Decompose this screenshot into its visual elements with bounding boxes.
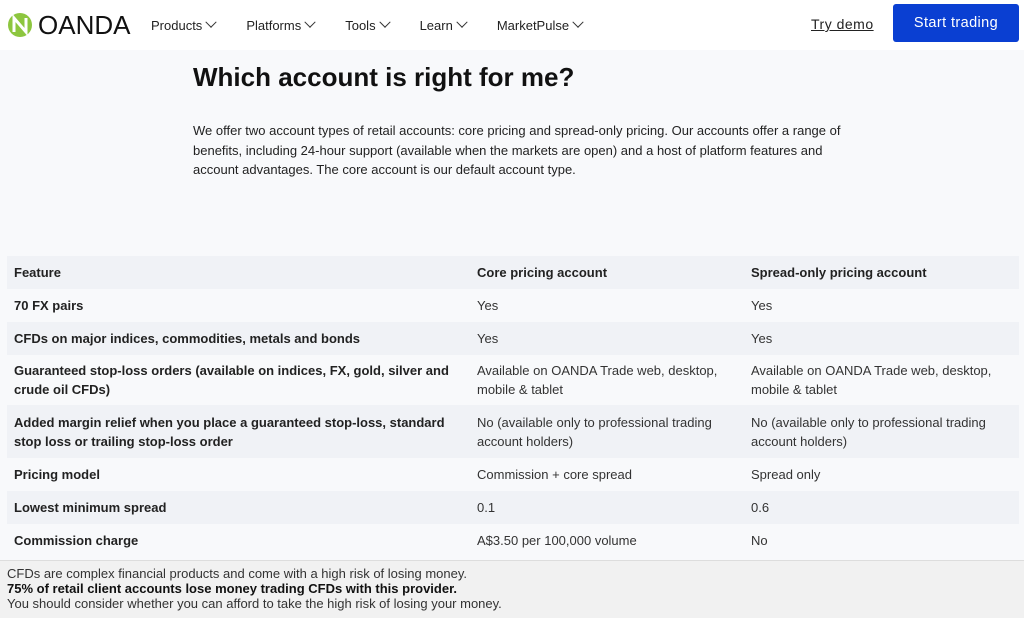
table-header-row [7,256,1019,289]
table-row [7,458,1019,491]
risk-statistic: 75% of retail client accounts lose money trading CFDs with this provider. [7,581,458,596]
core-cell: Yes [477,331,499,346]
menu-learn[interactable] [420,18,466,33]
menu-label: Learn [419,17,453,33]
table-row [7,524,1019,557]
menu-platforms[interactable] [246,18,314,33]
chevron-down-icon [305,17,316,28]
spread-cell: No (available only to professional trading account holders) [751,414,986,449]
table-row [7,491,1019,524]
start-trading-button[interactable]: Start trading [893,4,1019,42]
menu-marketpulse[interactable] [497,18,582,33]
chevron-down-icon [572,17,583,28]
menu-products[interactable] [151,18,215,33]
core-cell: Yes [477,298,499,313]
spread-cell: 0.6 [751,500,770,515]
risk-line-2 [7,581,1017,596]
core-cell: Available on OANDA Trade web, desktop, mobile & tablet [477,363,718,397]
risk-line-1: CFDs are complex financial products and come with a high risk of losing money. [7,566,468,581]
header-feature: Feature [14,265,61,280]
table-row [7,355,1019,405]
menu-label: MarketPulse [496,17,570,33]
intro-text: We offer two account types of retail accounts: core pricing and spread-only pricing. Our accounts offer a range of benefits, including 24-hour support (available when the markets are open) and a host of platform features and account advantages. The core account is our default account type. [193,123,841,177]
spread-cell: Spread only [751,467,821,482]
feature-cell: 70 FX pairs [14,298,84,313]
menu-label: Tools [345,17,376,33]
core-cell: No (available only to professional trading account holders) [477,414,712,449]
oanda-logo[interactable] [8,10,138,41]
account-comparison-table [7,256,1019,557]
header-spread: Spread-only pricing account [751,265,927,280]
top-nav [0,0,1024,50]
logo-text: OANDA [38,9,131,40]
menu-label: Products [151,17,203,33]
table-row [7,322,1019,355]
spread-cell: Yes [751,298,773,313]
feature-cell: CFDs on major indices, commodities, metals and bonds [14,331,361,346]
feature-cell: Added margin relief when you place a guaranteed stop-loss, standard stop loss or trailing stop-loss order [14,414,445,449]
feature-cell: Commission charge [14,533,139,548]
risk-line-3: You should consider whether you can afford to take the high risk of losing your money. [7,596,502,611]
menu-label: Platforms [246,17,302,33]
chevron-down-icon [206,17,217,28]
feature-cell: Guaranteed stop-loss orders (available on indices, FX, gold, silver and crude oil CFDs) [14,363,449,397]
table-row [7,405,1019,458]
table-row [7,289,1019,322]
chevron-down-icon [379,17,390,28]
page-title: Which account is right for me? [193,62,575,92]
header-core: Core pricing account [477,265,608,280]
menu-tools[interactable] [345,18,388,33]
spread-cell: Yes [751,331,773,346]
spread-cell: No [751,533,768,548]
chevron-down-icon [456,17,467,28]
risk-warning-banner [0,560,1024,618]
core-cell: Commission + core spread [477,467,632,482]
oanda-logo-icon [8,13,32,37]
main-menu [151,18,613,33]
feature-cell: Lowest minimum spread [14,500,167,515]
try-demo-link[interactable]: Try demo [811,16,874,32]
core-cell: A$3.50 per 100,000 volume [477,533,637,548]
feature-cell: Pricing model [14,467,100,482]
spread-cell: Available on OANDA Trade web, desktop, mobile & tablet [751,363,992,397]
core-cell: 0.1 [477,500,496,515]
